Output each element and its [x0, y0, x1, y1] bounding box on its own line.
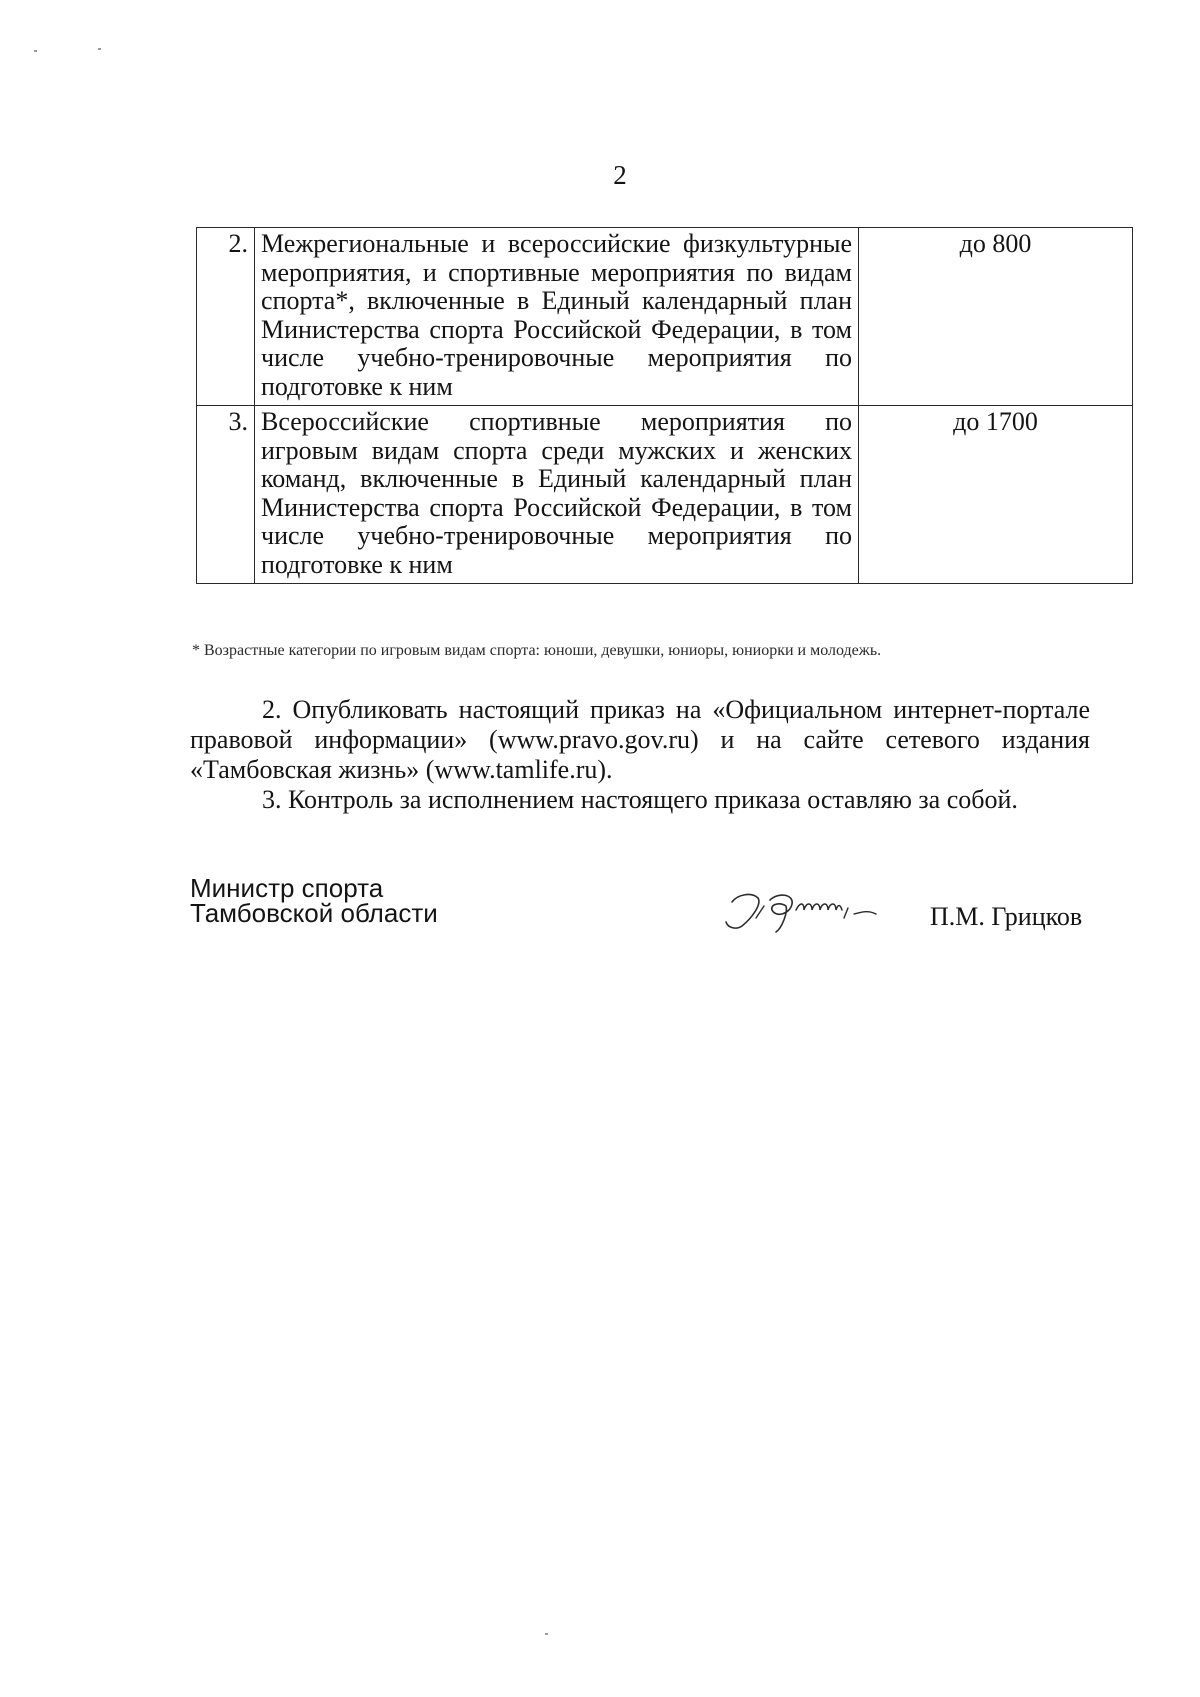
footnote: * Возрастные категории по игровым видам спорта: юноши, девушки, юниоры, юниорки и молодежь.: [192, 642, 882, 659]
row-number: 2.: [197, 228, 255, 406]
handwritten-signature: [718, 888, 890, 934]
row-description: Всероссийские спортивные мероприятия по игровым видам спорта среди мужских и женских команд, включенные в Единый календарный план Министерства спорта Российской Федерации, в том числе учебно-тренировочные мероприятия по подготовке к ним: [255, 406, 859, 584]
signer-title-line: Министр спорта: [190, 873, 384, 903]
table-row: [197, 406, 1133, 584]
paragraph-publish: 2. Опубликовать настоящий приказ на «Официальном интернет-портале правовой информации» (www.pravo.gov.ru) и на сайте сетевого издания «Тамбовская жизнь» (www.tamlife.ru).: [190, 695, 1090, 784]
scan-speck: [98, 48, 101, 50]
signer-title: [190, 873, 438, 928]
page-number: 2: [613, 160, 627, 190]
events-table: [196, 227, 1133, 584]
scan-speck: [34, 50, 37, 52]
paragraph-control: 3. Контроль за исполнением настоящего приказа оставляю за собой.: [262, 785, 1018, 814]
order-paragraphs: [190, 695, 1090, 815]
signer-title-line: Тамбовской области: [190, 898, 438, 928]
signer-name: П.М. Грицков: [930, 902, 1083, 931]
row-value-text: до 800: [959, 229, 1032, 258]
scan-speck: [545, 1633, 548, 1635]
row-value: [859, 228, 1133, 406]
table-row: [197, 228, 1133, 406]
row-number: 3.: [197, 406, 255, 584]
row-description: Межрегиональные и всероссийские физкультурные мероприятия, и спортивные мероприятия по видам спорта*, включенные в Единый календарный план Министерства спорта Российской Федерации, в том числе учебно-тренировочные мероприятия по подготовке к ним: [255, 228, 859, 406]
row-value-text: до 1700: [953, 407, 1038, 436]
row-value: [859, 406, 1133, 584]
